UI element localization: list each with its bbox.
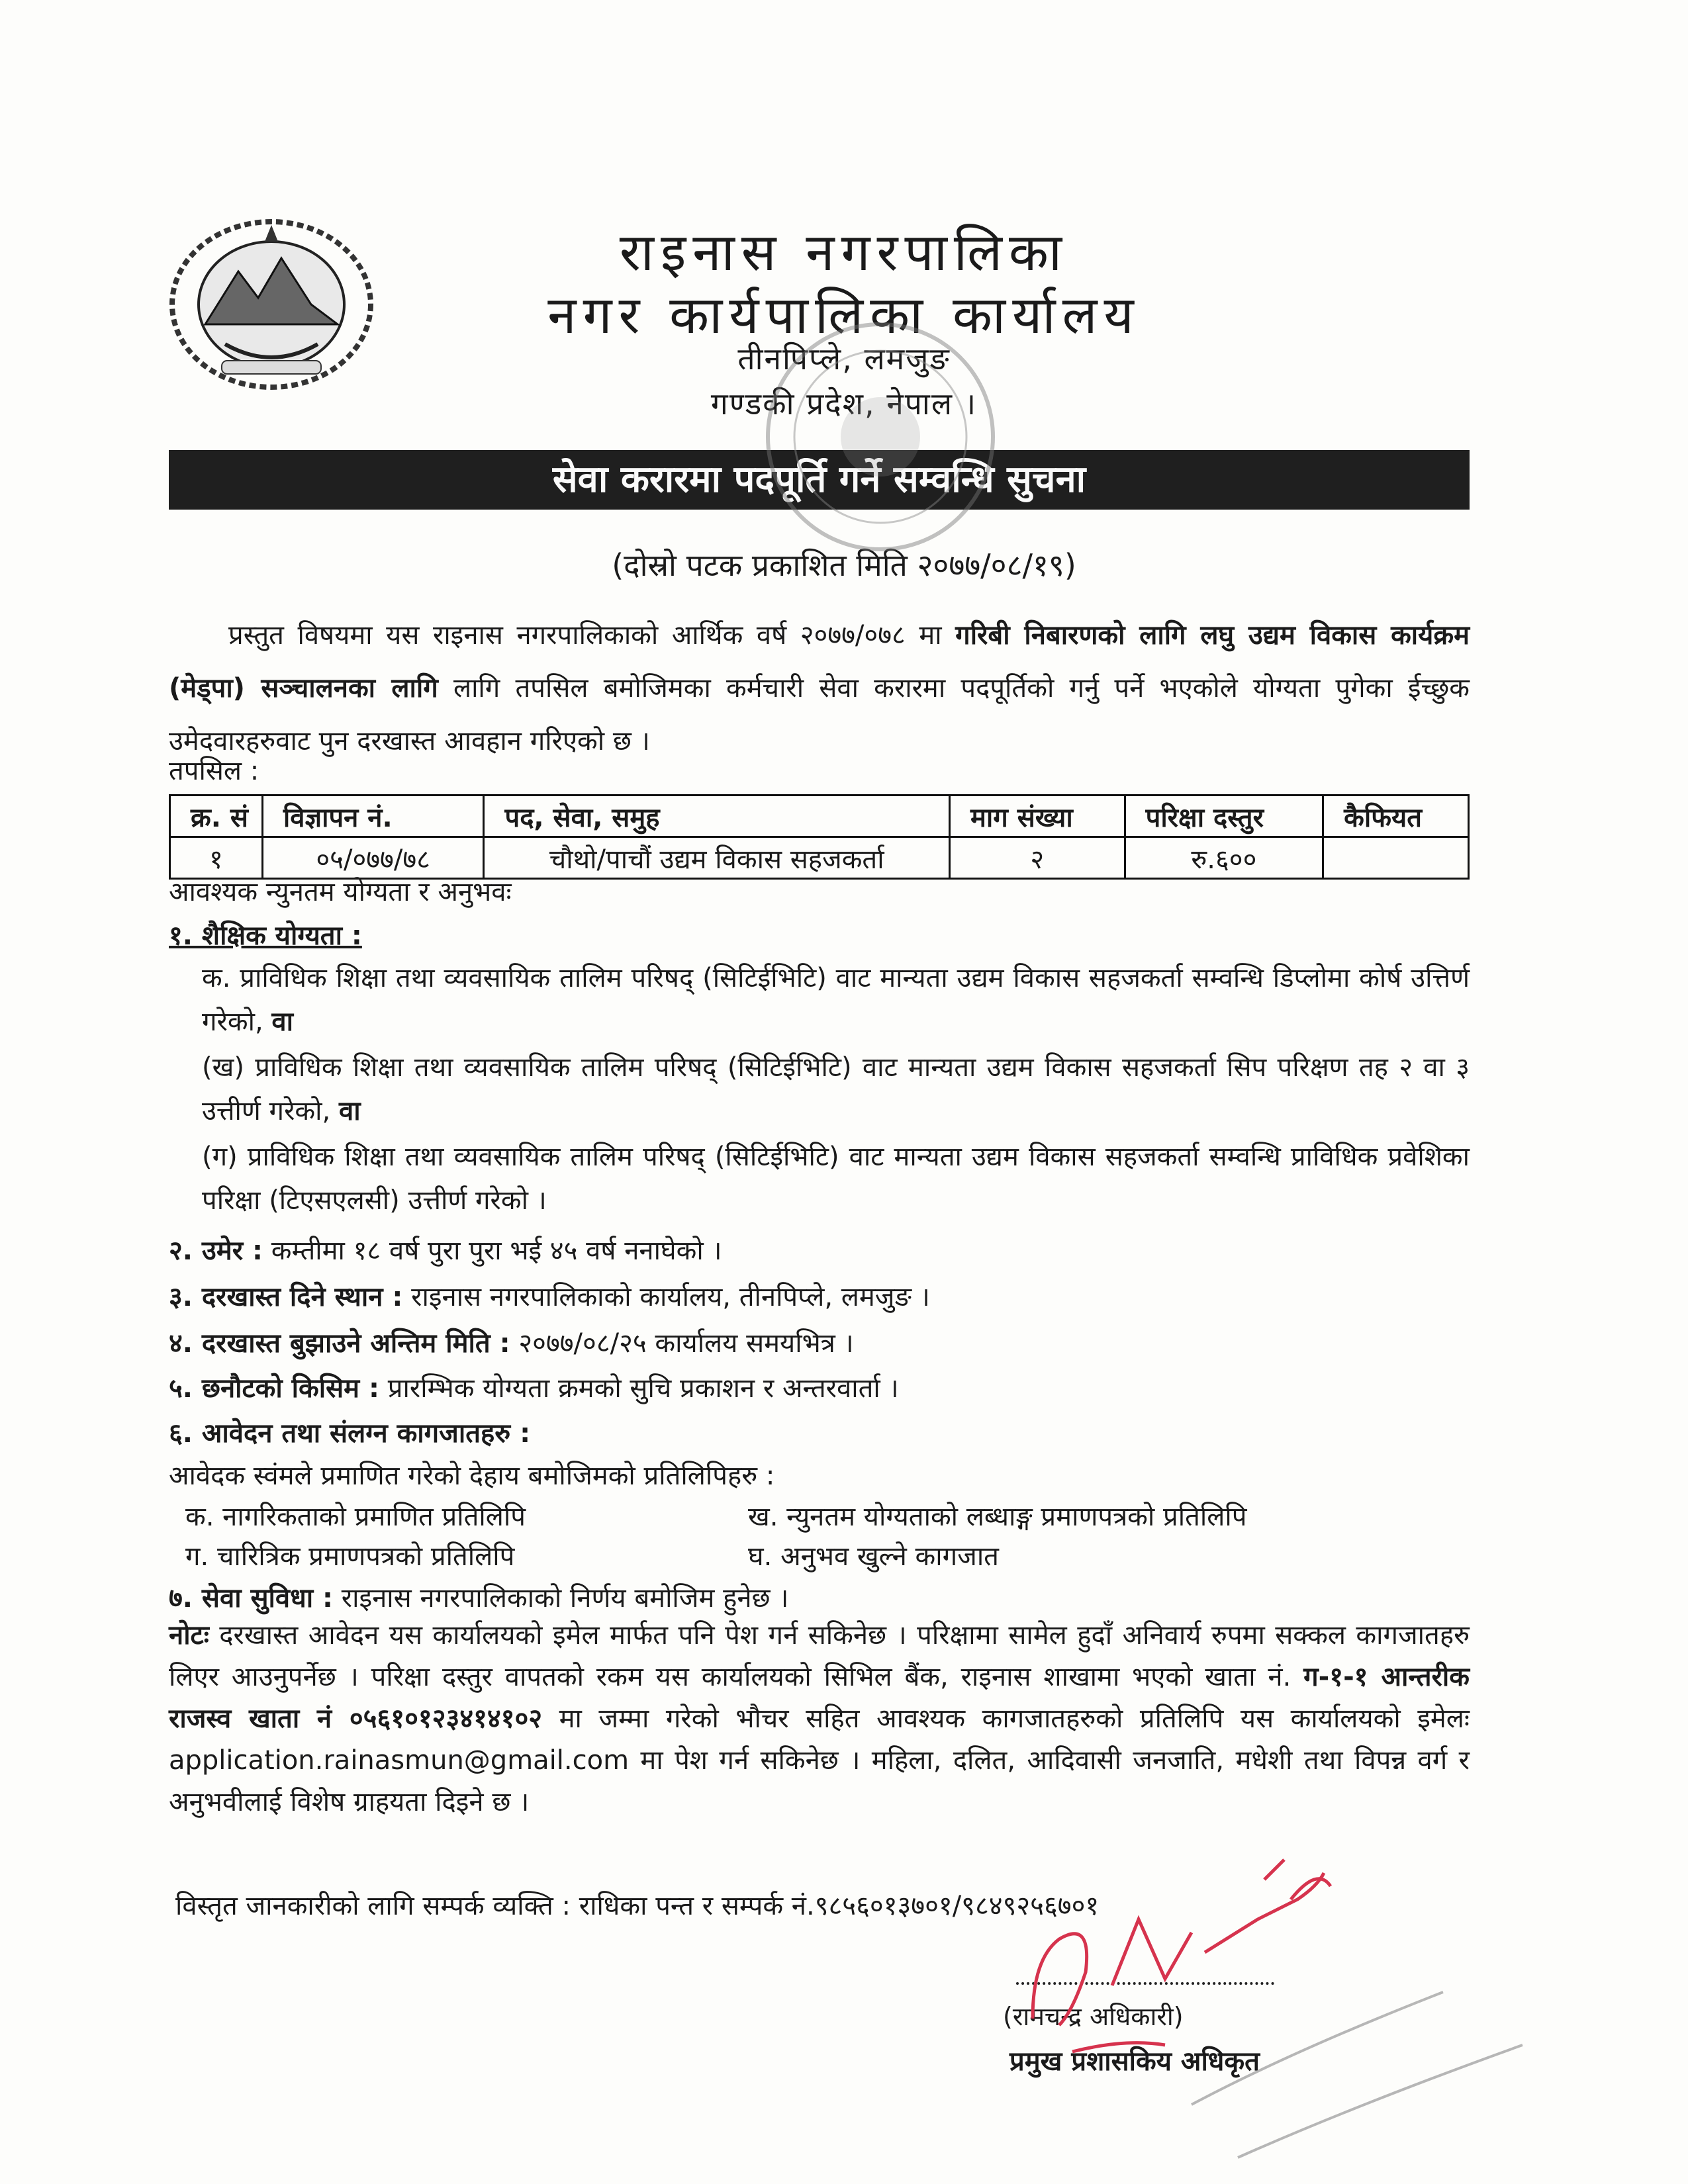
office-address: तीनपिप्ले, लमजुङ — [737, 341, 951, 377]
doc-marksheet: ख. न्युनतम योग्यताको लब्धाङ्ग प्रमाणपत्रको प्रतिलिपि — [748, 1502, 1247, 1532]
age-label: २. उमेर : — [169, 1236, 263, 1266]
doc-experience: घ. अनुभव खुल्ने कागजात — [748, 1541, 999, 1572]
col-demand: माग संख्या — [949, 796, 1125, 837]
cell-serial: १ — [170, 837, 263, 879]
or-label: वा — [338, 1096, 361, 1126]
col-post: पद, सेवा, समुह — [484, 796, 950, 837]
qualification-heading: आवश्यक न्युनतम योग्यता र अनुभवः — [169, 877, 512, 907]
bank-account: ग-१-१ आन्तरीक राजस्व खाता नं ०५६१०१२३४१४१०२ — [169, 1662, 1470, 1734]
documents-intro: आवेदक स्वंमले प्रमाणित गरेको देहाय बमोजिमको प्रतिलिपिहरु : — [169, 1461, 775, 1491]
vacancy-table — [169, 794, 1470, 880]
place-label: ३. दरखास्त दिने स्थान : — [169, 1282, 403, 1312]
signatory-name: (रामचन्द्र अधिकारी) — [1003, 2002, 1184, 2031]
details-label: तपसिल : — [169, 756, 259, 786]
deadline-item — [169, 1324, 854, 1360]
intro-paragraph — [169, 609, 1470, 768]
cell-exam-fee: रु.६०० — [1125, 837, 1323, 879]
cell-post: चौथो/पाचौं उद्यम विकास सहजकर्ता — [484, 837, 950, 879]
documents-heading: ६. आवेदन तथा संलग्न कागजातहरु : — [169, 1418, 531, 1449]
note-label: नोटः — [169, 1620, 209, 1651]
col-serial: क्र. सं — [170, 796, 263, 837]
education-option-b-text: (ख) प्राविधिक शिक्षा तथा व्यवसायिक तालिम परिषद् (सिटिईभिटि) वाट मान्यता उद्यम विकास सहजकर्ता सिप परिक्षण तह २ वा ३ उत्तीर्ण गरेको, — [202, 1052, 1470, 1126]
publication-date: (दोस्रो पटक प्रकाशित मिति २०७७/०८/१९) — [612, 547, 1076, 583]
deadline-label: ४. दरखास्त बुझाउने अन्तिम मिति : — [169, 1328, 510, 1359]
doc-character: ग. चारित्रिक प्रमाणपत्रको प्रतिलिपि — [185, 1541, 515, 1572]
place-text: राइनास नगरपालिकाको कार्यालय, तीनपिप्ले, लमजुङ । — [402, 1282, 930, 1312]
education-option-c: (ग) प्राविधिक शिक्षा तथा व्यवसायिक तालिम परिषद् (सिटिईभिटि) वाट मान्यता उद्यम विकास सहजकर्ता सम्वन्धि प्राविधिक प्रवेशिका परिक्षा (टिएसएलसी) उत्तीर्ण गरेको । — [202, 1142, 1470, 1216]
signatory-title: प्रमुख प्रशासकिय अधिकृत — [1009, 2046, 1260, 2077]
or-label: वा — [271, 1007, 294, 1037]
notice-title-banner: सेवा करारमा पदपूर्ति गर्ने सम्वन्धि सुचना — [169, 450, 1470, 510]
note-text-1: दरखास्त आवेदन यस कार्यालयको इमेल मार्फत पनि पेश गर्न सकिनेछ । परिक्षामा सामेल हुदाँ अनिवार्य रुपमा सक्कल कागजातहरु लिएर आउनुपर्नेछ । परिक्षा दस्तुर वापतको रकम यस कार्यालयको सिभिल बैंक, राइनास शाखामा भएको खाता नं. — [169, 1620, 1470, 1692]
province-name: गण्डकी प्रदेश, नेपाल । — [710, 386, 978, 422]
selection-label: ५. छनौटको किसिम : — [169, 1373, 380, 1404]
office-name: नगर कार्यपालिका कार्यालय — [547, 286, 1141, 345]
deadline-text: २०७७/०८/२५ कार्यालय समयभित्र । — [510, 1328, 854, 1359]
doc-citizenship: क. नागरिकताको प्रमाणित प्रतिलिपि — [185, 1502, 526, 1532]
education-option-a — [202, 956, 1470, 1044]
note-text-2: मा जम्मा गरेको भौचर सहित आवश्यक कागजातहरुको प्रतिलिपि यस कार्यालयको इमेलः application.rainasmun@gmail.com मा पेश गर्न सकिनेछ । महिला, दलित, आदिवासी जनजाति, मधेशी तथा विपन्न वर्ग र अनुभवीलाई विशेष ग्राहयता दिइने छ । — [169, 1704, 1470, 1817]
contact-line: विस्तृत जानकारीको लागि सम्पर्क व्यक्ति : राधिका पन्त र सम्पर्क नं.९८५६०१३७०१/९८४९२५६७०१ — [175, 1891, 1100, 1921]
cell-ad-number: ०५/०७७/७८ — [262, 837, 484, 879]
selection-item — [169, 1369, 899, 1405]
intro-text-1: प्रस्तुत विषयमा यस राइनास नगरपालिकाको आर्थिक वर्ष २०७७/०७८ मा — [228, 620, 956, 651]
municipality-name: राइनास नगरपालिका — [619, 223, 1069, 283]
selection-text: प्रारम्भिक योग्यता क्रमको सुचि प्रकाशन र अन्तरवार्ता । — [379, 1373, 899, 1404]
col-exam-fee: परिक्षा दस्तुर — [1125, 796, 1323, 837]
education-option-b — [202, 1046, 1470, 1133]
age-item — [169, 1231, 722, 1267]
col-remarks: कैफियत — [1323, 796, 1469, 837]
education-heading: १. शैक्षिक योग्यता : — [169, 921, 362, 951]
note-paragraph — [169, 1615, 1470, 1823]
service-text: राइनास नगरपालिकाको निर्णय बमोजिम हुनेछ । — [333, 1583, 789, 1614]
cell-remarks — [1323, 837, 1469, 879]
service-item — [169, 1578, 788, 1615]
age-text: कम्तीमा १८ वर्ष पुरा पुरा भई ४५ वर्ष ननाघेको । — [263, 1236, 722, 1266]
education-option-a-text: क. प्राविधिक शिक्षा तथा व्यवसायिक तालिम परिषद् (सिटिईभिटि) वाट मान्यता उद्यम विकास सहजकर्ता सम्वन्धि डिप्लोमा कोर्ष उत्तिर्ण गरेको, — [202, 963, 1470, 1037]
place-item — [169, 1277, 930, 1314]
service-label: ७. सेवा सुविधा : — [169, 1583, 334, 1614]
intro-text-2: लागि तपसिल बमोजिमका कर्मचारी सेवा करारमा पदपूर्तिको गर्नु पर्ने भएकोले योग्यता पुगेका ईच्छुक उमेदवारहरुवाट पुन दरखास्त आवहान गरिएको छ । — [169, 673, 1470, 756]
col-ad-number: विज्ञापन नं. — [262, 796, 484, 837]
signature-line — [1016, 1982, 1274, 1985]
cell-demand: २ — [949, 837, 1125, 879]
intro-program-name: गरिबी निबारणको लागि लघु उद्यम विकास कार्यक्रम (मेड्पा) सञ्चालनका लागि — [169, 620, 1470, 704]
table-header-row — [170, 796, 1469, 837]
